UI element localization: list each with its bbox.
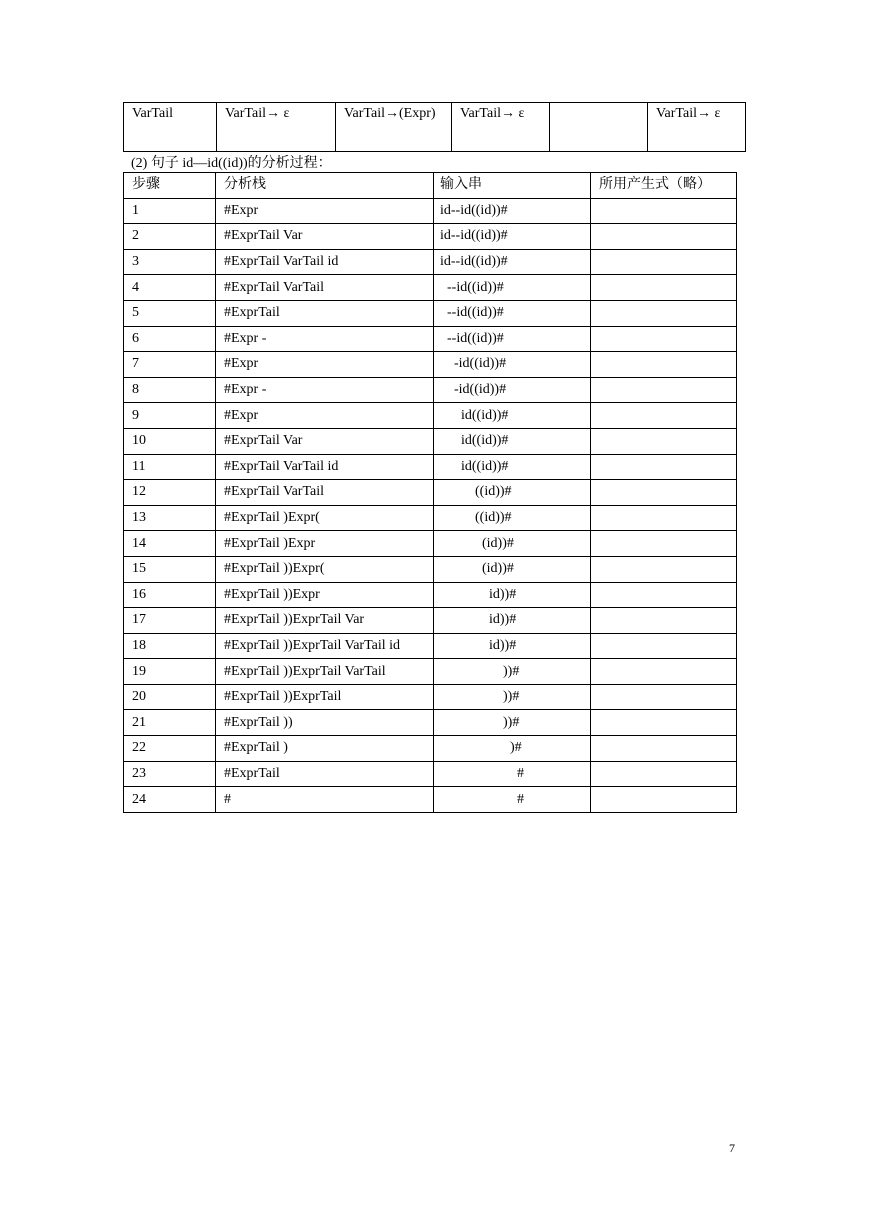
production-cell [591,224,737,250]
table-row [124,659,737,685]
step-cell: 22 [124,736,216,762]
stack-cell: #Expr [216,198,434,224]
table-row [124,710,737,736]
input-cell: id--id((id))# [434,224,591,250]
stack-cell: #ExprTail [216,300,434,326]
table-row [124,684,737,710]
table-row [124,761,737,787]
page-number: 7 [729,1141,735,1155]
step-cell: 1 [124,198,216,224]
stack-cell: #ExprTail VarTail [216,480,434,506]
table-row [124,224,737,250]
table-row [124,480,737,506]
step-cell: 12 [124,480,216,506]
table-row [124,275,737,301]
input-cell: --id((id))# [434,300,591,326]
production-cell [591,505,737,531]
production-cell [591,710,737,736]
header-production: 所用产生式（略） [591,173,737,199]
production-cell [591,403,737,429]
table-row [124,249,737,275]
step-cell: 11 [124,454,216,480]
input-cell: (id))# [434,531,591,557]
production-cell [591,326,737,352]
top-table-fragment [123,102,746,152]
table-row [124,198,737,224]
input-cell: # [434,787,591,813]
production-cell [591,659,737,685]
step-cell: 14 [124,531,216,557]
table-row [124,608,737,634]
step-cell: 6 [124,326,216,352]
production-cell [591,275,737,301]
stack-cell: #ExprTail ))ExprTail VarTail id [216,633,434,659]
input-cell: -id((id))# [434,377,591,403]
header-stack: 分析栈 [216,173,434,199]
stack-cell: #ExprTail )Expr [216,531,434,557]
header-step: 步骤 [124,173,216,199]
table-row [124,633,737,659]
input-cell: id))# [434,582,591,608]
table-cell: VarTail→(Expr) [336,103,452,152]
input-cell: id))# [434,633,591,659]
table-row [124,352,737,378]
step-cell: 7 [124,352,216,378]
production-cell [591,608,737,634]
step-cell: 18 [124,633,216,659]
stack-cell: #Expr [216,352,434,378]
input-cell: -id((id))# [434,352,591,378]
input-cell: id))# [434,608,591,634]
stack-cell: #ExprTail ))ExprTail VarTail [216,659,434,685]
stack-cell: #ExprTail )) [216,710,434,736]
production-cell [591,582,737,608]
table-row [124,505,737,531]
input-cell: id--id((id))# [434,198,591,224]
stack-cell: #ExprTail ) [216,736,434,762]
input-cell: ))# [434,684,591,710]
input-cell: )# [434,736,591,762]
production-cell [591,249,737,275]
stack-cell: #ExprTail ))ExprTail Var [216,608,434,634]
step-cell: 3 [124,249,216,275]
production-cell [591,761,737,787]
step-cell: 19 [124,659,216,685]
input-cell: (id))# [434,556,591,582]
table-row [124,736,737,762]
input-cell: ((id))# [434,505,591,531]
input-cell: ))# [434,659,591,685]
input-cell: ))# [434,710,591,736]
table-row [124,454,737,480]
step-cell: 24 [124,787,216,813]
stack-cell: #ExprTail VarTail [216,275,434,301]
production-cell [591,531,737,557]
production-cell [591,736,737,762]
step-cell: 4 [124,275,216,301]
input-cell: id((id))# [434,428,591,454]
table-row [124,787,737,813]
production-cell [591,684,737,710]
production-cell [591,352,737,378]
stack-cell: #ExprTail VarTail id [216,454,434,480]
input-cell: # [434,761,591,787]
table-cell: VarTail→ ε [648,103,746,152]
step-cell: 20 [124,684,216,710]
input-cell: id((id))# [434,454,591,480]
step-cell: 17 [124,608,216,634]
table-cell: VarTail [124,103,217,152]
stack-cell: #ExprTail ))Expr( [216,556,434,582]
stack-cell: #ExprTail Var [216,428,434,454]
production-cell [591,454,737,480]
step-cell: 8 [124,377,216,403]
step-cell: 5 [124,300,216,326]
header-input: 输入串 [434,173,591,199]
step-cell: 21 [124,710,216,736]
input-cell: --id((id))# [434,326,591,352]
stack-cell: #ExprTail )Expr( [216,505,434,531]
table-caption: (2) 句子 id—id((id))的分析过程： [131,156,332,171]
stack-cell: #Expr - [216,326,434,352]
production-cell [591,300,737,326]
input-cell: id--id((id))# [434,249,591,275]
step-cell: 13 [124,505,216,531]
table-row [124,377,737,403]
step-cell: 10 [124,428,216,454]
table-cell [550,103,648,152]
step-cell: 23 [124,761,216,787]
stack-cell: #Expr [216,403,434,429]
table-row [124,326,737,352]
stack-cell: #ExprTail ))ExprTail [216,684,434,710]
stack-cell: #ExprTail Var [216,224,434,250]
table-cell: VarTail→ ε [217,103,336,152]
step-cell: 15 [124,556,216,582]
table-row [124,103,746,152]
production-cell [591,787,737,813]
step-cell: 2 [124,224,216,250]
table-row [124,556,737,582]
production-cell [591,198,737,224]
table-row [124,582,737,608]
stack-cell: #ExprTail VarTail id [216,249,434,275]
stack-cell: #Expr - [216,377,434,403]
input-cell: ((id))# [434,480,591,506]
input-cell: --id((id))# [434,275,591,301]
table-row [124,403,737,429]
table-cell: VarTail→ ε [452,103,550,152]
production-cell [591,480,737,506]
production-cell [591,556,737,582]
stack-cell: #ExprTail ))Expr [216,582,434,608]
analysis-table [123,172,737,813]
production-cell [591,377,737,403]
step-cell: 9 [124,403,216,429]
stack-cell: # [216,787,434,813]
stack-cell: #ExprTail [216,761,434,787]
production-cell [591,633,737,659]
table-row [124,300,737,326]
step-cell: 16 [124,582,216,608]
production-cell [591,428,737,454]
table-row [124,531,737,557]
table-row [124,428,737,454]
input-cell: id((id))# [434,403,591,429]
table-header-row [124,173,737,199]
